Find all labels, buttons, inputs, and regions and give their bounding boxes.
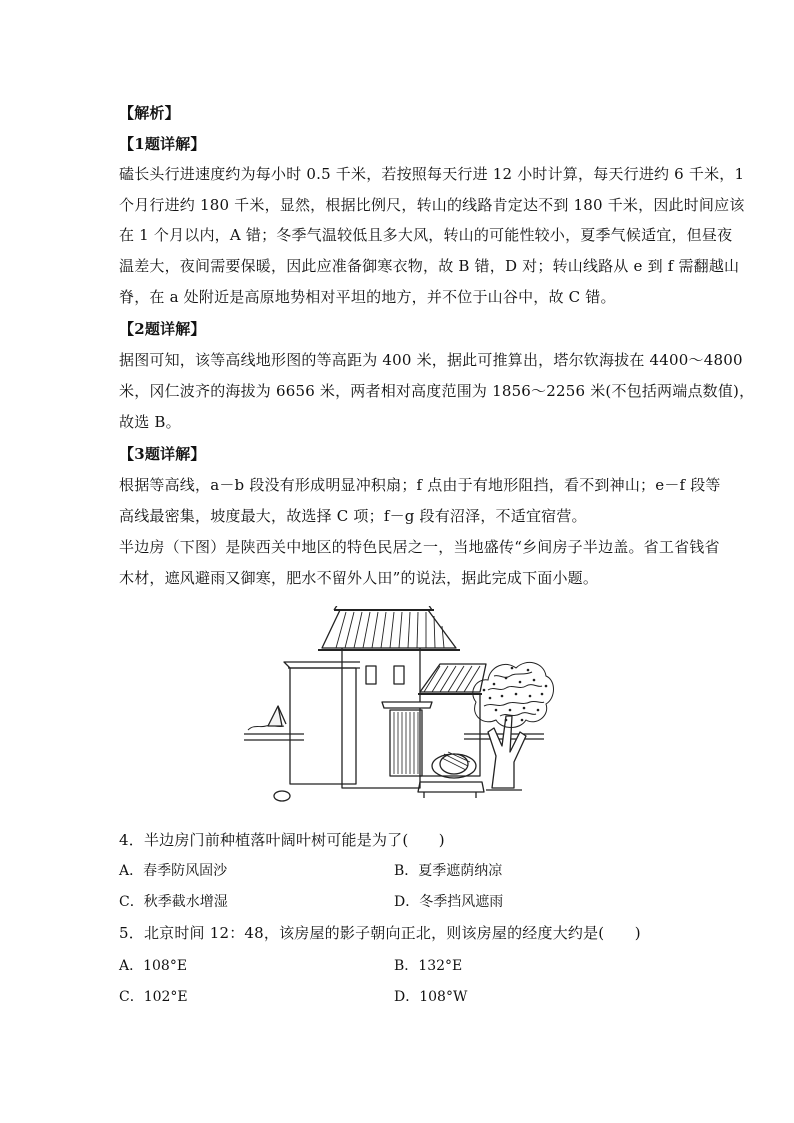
question-4-stem: 4．半边房门前种植落叶阔叶树可能是为了( ) [119, 831, 445, 849]
house-drawing-icon [244, 606, 556, 808]
question-5-stem: 5．北京时间 12：48，该房屋的影子朝向正北，则该房屋的经度大约是( ) [119, 924, 641, 942]
question-5-option-d: D．108°W [394, 989, 468, 1005]
question-4-option-b: B．夏季遮荫纳凉 [394, 863, 503, 879]
q2-line-1: 据图可知，该等高线地形图的等高距为 400 米，据此可推算出，塔尔钦海拔在 4400～4800 [119, 351, 743, 369]
q1-heading: 【1题详解】 [119, 135, 206, 153]
q2-line-2: 米，冈仁波齐的海拔为 6656 米，两者相对高度范围为 1856～2256 米(不包括两端点数值)， [119, 382, 755, 400]
question-4-option-c: C．秋季截水增湿 [119, 894, 228, 910]
q1-line-3: 在 1 个月以内，A 错；冬季气温较低且多大风，转山的可能性较小，夏季气候适宜，但昼夜 [119, 226, 733, 244]
half-side-house-illustration [244, 606, 556, 808]
q1-line-4: 温差大，夜间需要保暖，因此应准备御寒衣物，故 B 错，D 对；转山线路从 e 到 f 需翻越山 [119, 257, 740, 275]
q2-heading: 【2题详解】 [119, 320, 206, 338]
intro-line-1: 半边房（下图）是陕西关中地区的特色民居之一，当地盛传“乡间房子半边盖。省工省钱省 [119, 538, 720, 556]
question-5-option-b: B．132°E [394, 958, 463, 974]
q3-line-2: 高线最密集，坡度最大，故选择 C 项；f－g 段有沼泽，不适宜宿营。 [119, 507, 587, 525]
question-4-option-d: D．冬季挡风遮雨 [394, 894, 504, 910]
q1-line-5: 脊，在 a 处附近是高原地势相对平坦的地方，并不位于山谷中，故 C 错。 [119, 288, 616, 306]
intro-line-2: 木材，遮风避雨又御寒，肥水不留外人田”的说法，据此完成下面小题。 [119, 569, 599, 587]
q2-line-3: 故选 B。 [119, 413, 181, 431]
q3-heading: 【3题详解】 [119, 445, 206, 463]
q1-line-2: 个月行进约 180 千米，显然，根据比例尺，转山的线路肯定达不到 180 千米，因此时间应该 [119, 196, 745, 214]
question-4-option-a: A．春季防风固沙 [119, 863, 228, 879]
q1-line-1: 磕长头行进速度约为每小时 0.5 千米，若按照每天行进 12 小时计算，每天行进约 6 千米，1 [119, 165, 745, 183]
question-5-option-c: C．102°E [119, 989, 188, 1005]
question-5-option-a: A．108°E [119, 958, 188, 974]
q3-line-1: 根据等高线，a－b 段没有形成明显冲积扇；f 点由于有地形阻挡，看不到神山；e－f 段等 [119, 476, 721, 494]
analysis-heading: 【解析】 [119, 104, 180, 122]
